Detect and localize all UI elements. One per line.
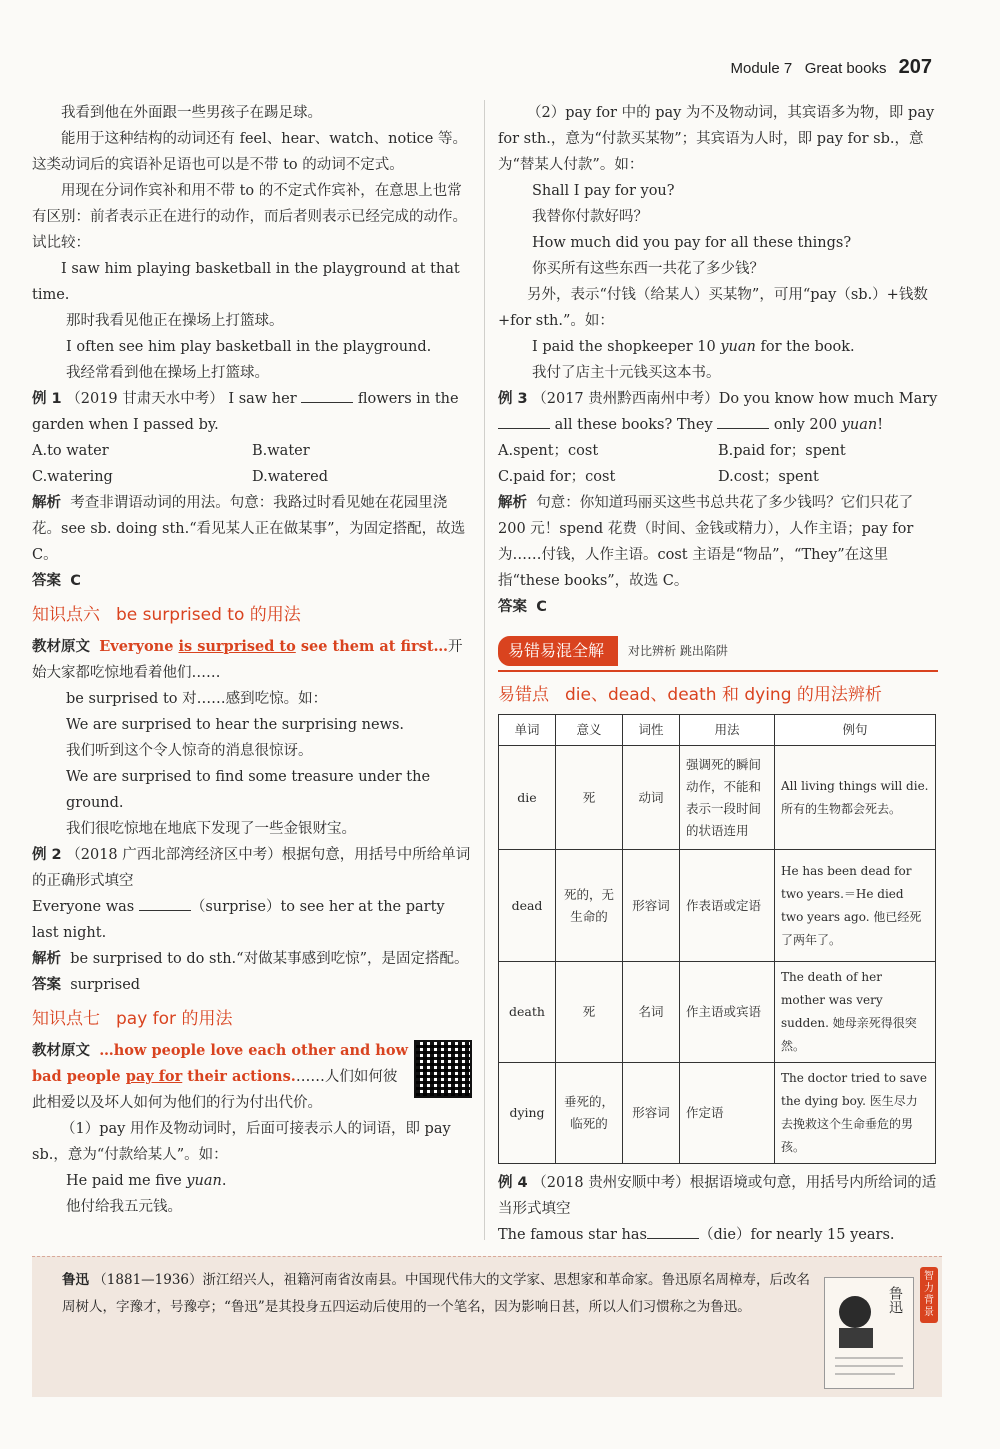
analysis-label: 解析: [32, 495, 61, 511]
page-header: [731, 56, 933, 79]
analysis-label: 解析: [498, 495, 527, 511]
question-stem: flowers in the garden when I passed by.: [32, 391, 459, 433]
textbook-original: [32, 1038, 472, 1116]
question-stem: only 200: [773, 417, 842, 433]
cell-word: dying: [499, 1063, 556, 1164]
orig-label: 教材原文: [32, 639, 90, 655]
note-name: 鲁迅: [62, 1272, 89, 1288]
example-part: yuan: [720, 339, 756, 355]
options: [32, 438, 472, 464]
comparison-table: [498, 714, 936, 1164]
example-en: How much did you pay for all these things?: [532, 235, 852, 251]
cell-example: The death of her mother was very sudden. 她母亲死得很突然。: [775, 962, 936, 1063]
question-1: [32, 386, 472, 438]
question-stem: （die）for nearly 15 years.: [698, 1227, 895, 1243]
example-part: yuan: [186, 1173, 222, 1189]
portrait-caption: 鲁迅: [887, 1286, 903, 1314]
cell-usage: 强调死的瞬间动作，不能和表示一段时间的状语连用: [680, 746, 775, 850]
cell-example: All living things will die. 所有的生物都会死去。: [775, 746, 936, 850]
example-en: [498, 334, 938, 360]
question-stem: The famous star has: [498, 1227, 647, 1243]
example-part: He paid me five: [66, 1173, 187, 1189]
knowledge-point-6: [32, 602, 472, 628]
error-label: 易错点: [498, 685, 549, 705]
cell-pos: 形容词: [623, 850, 680, 962]
orig-text: their actions.: [182, 1068, 296, 1085]
answer: [498, 594, 938, 620]
example-cn: 我们很吃惊地在地底下发现了一些金银财宝。: [66, 821, 356, 837]
answer-value: C: [536, 599, 547, 615]
option-c: C.paid for；cost: [498, 469, 616, 485]
cell-example: The doctor tried to save the dying boy. 医生尽力去挽救这个生命垂危的男孩。: [775, 1063, 936, 1164]
orig-text: Everyone: [99, 638, 179, 655]
question-4: [498, 1170, 938, 1222]
question-2: [32, 842, 472, 894]
question-source: （2019 甘肃天水中考）: [66, 391, 224, 407]
question-stem: !: [877, 417, 884, 433]
banner-subtitle: 对比辨析 跳出陷阱: [628, 644, 728, 658]
cell-meaning: 死的，无生命的: [556, 850, 623, 962]
column-divider: [484, 100, 485, 1240]
answer-blank: [647, 1224, 699, 1239]
right-column: [498, 100, 938, 1248]
example-en: Shall I pay for you?: [532, 183, 675, 199]
error-title: die、dead、death 和 dying 的用法辨析: [565, 685, 882, 705]
orig-translation: 开始大家都吃惊地看着他们……: [32, 639, 463, 681]
orig-highlight: pay for: [125, 1068, 183, 1085]
example-cn: 你买所有这些东西一共花了多少钱？: [532, 261, 764, 277]
cell-pos: 形容词: [623, 1063, 680, 1164]
column-header: 单词: [499, 715, 556, 746]
cell-pos: 名词: [623, 962, 680, 1063]
example-cn: 我们听到这个令人惊奇的消息很惊讶。: [66, 743, 313, 759]
answer-blank: [717, 414, 769, 429]
cell-word: die: [499, 746, 556, 850]
example-cn: 他付给我五元钱。: [66, 1199, 182, 1215]
question-label: 例 2: [32, 847, 62, 863]
note-body: （1881—1936）浙江绍兴人，祖籍河南省汝南县。中国现代伟大的文学家、思想家和革命家。鲁迅原名周樟寿，后改名周树人，字豫才，号豫亭；“鲁迅”是其投身五四运动后使用的一个笔名，因为影响日甚，所以人们习惯称之为鲁迅。: [62, 1272, 811, 1315]
answer-blank: [139, 896, 191, 911]
example-cn: 那时我看见他正在操场上打篮球。: [66, 313, 284, 329]
table-header-row: [499, 715, 936, 746]
column-header: 用法: [680, 715, 775, 746]
column-header: 意义: [556, 715, 623, 746]
book-title: Great books: [804, 60, 887, 77]
left-column: [32, 100, 472, 1220]
question-stem: 根据句意，用括号中所给单词的正确形式填空: [32, 847, 471, 889]
orig-label: 教材原文: [32, 1043, 90, 1059]
option-c: C.watering: [32, 469, 113, 485]
cell-meaning: 垂死的，临死的: [556, 1063, 623, 1164]
options: [498, 464, 938, 490]
note-text: [62, 1267, 822, 1321]
answer-value: C: [70, 573, 81, 589]
paragraph: 用现在分词作宾补和用不带 to 的不定式作宾补，在意思上也常有区别：前者表示正在进行的动作，而后者则表示已经完成的动作。试比较：: [32, 183, 467, 251]
question-label: 例 4: [498, 1175, 528, 1191]
page-number: 207: [898, 56, 932, 78]
question-stem: Do you know how much Mary: [718, 391, 938, 407]
answer-label: 答案: [32, 573, 61, 589]
cell-usage: 作定语: [680, 1063, 775, 1164]
analysis: [32, 946, 472, 972]
example-part: I paid the shopkeeper 10: [532, 339, 721, 355]
table-row: [499, 1063, 936, 1164]
paragraph: be surprised to 对……感到吃惊。如：: [66, 691, 328, 707]
analysis-label: 解析: [32, 951, 61, 967]
option-d: D.cost；spent: [718, 469, 819, 485]
error-point: [498, 682, 938, 708]
option-a: A.spent；cost: [498, 443, 599, 459]
answer-blank: [301, 388, 353, 403]
option-b: B.paid for；spent: [718, 443, 846, 459]
option-b: B.water: [252, 443, 310, 459]
analysis: [32, 490, 472, 568]
textbook-original: [32, 634, 472, 686]
example-cn: 我经常看到他在操场上打篮球。: [66, 365, 269, 381]
example-en: I often see him play basketball in the playground.: [66, 339, 432, 355]
cell-example: He has been dead for two years.＝He died two years ago. 他已经死了两年了。: [775, 850, 936, 962]
question-source: （2018 广西北部湾经济区中考）: [66, 847, 282, 863]
module-label: Module 7: [730, 60, 793, 77]
question-stem: I saw her: [228, 391, 297, 407]
answer-label: 答案: [498, 599, 527, 615]
options: [32, 464, 472, 490]
cell-pos: 动词: [623, 746, 680, 850]
kp-title: be surprised to 的用法: [116, 605, 301, 625]
question-source: （2018 贵州安顺中考）: [532, 1175, 690, 1191]
table-row: [499, 962, 936, 1063]
banner-title: 易错易混全解: [498, 636, 618, 666]
answer-blank: [498, 414, 550, 429]
example-part: for the book.: [755, 339, 855, 355]
table-row: [499, 746, 936, 850]
portrait-image: [824, 1277, 914, 1389]
banner-underline: [498, 670, 938, 672]
table-row: [499, 850, 936, 962]
example-cn: 我替你付款好吗？: [532, 209, 648, 225]
question-line: [32, 894, 472, 946]
background-tag: 智力背景: [920, 1267, 938, 1323]
orig-translation: ……人们如何彼此相爱以及坏人如何为他们的行为付出代价。: [32, 1069, 398, 1111]
question-stem: 根据语境或句意，用括号内所给词的适当形式填空: [498, 1175, 937, 1217]
question-stem: yuan: [841, 417, 878, 433]
options: [498, 438, 938, 464]
option-a: A.to water: [32, 443, 109, 459]
orig-text: …how people love each other and how bad people: [32, 1042, 408, 1085]
qr-code-icon[interactable]: [414, 1040, 472, 1098]
kp-title: pay for 的用法: [116, 1009, 233, 1029]
orig-text: see them at first…: [295, 638, 449, 655]
cell-usage: 作主语或宾语: [680, 962, 775, 1063]
question-source: （2017 贵州黔西南州中考）: [532, 391, 719, 407]
question-3: [498, 386, 938, 438]
example-en: We are surprised to hear the surprising news.: [66, 717, 405, 733]
cell-word: death: [499, 962, 556, 1063]
cell-usage: 作表语或定语: [680, 850, 775, 962]
cell-meaning: 死: [556, 962, 623, 1063]
analysis: [498, 490, 938, 594]
question-label: 例 3: [498, 391, 528, 407]
answer-label: 答案: [32, 977, 61, 993]
answer-value: surprised: [70, 977, 141, 993]
example-en: We are surprised to find some treasure under the ground.: [66, 769, 431, 811]
question-line: [498, 1222, 938, 1248]
analysis-text: be surprised to do sth.“对做某事感到吃惊”，是固定搭配。: [70, 951, 469, 967]
kp-number: 知识点六: [32, 605, 100, 625]
section-banner: [498, 636, 938, 666]
paragraph: 我看到他在外面跟一些男孩子在踢足球。: [61, 105, 322, 121]
answer: [32, 972, 472, 998]
kp-number: 知识点七: [32, 1009, 100, 1029]
orig-highlight: is surprised to: [178, 638, 296, 655]
example-en: [32, 1168, 472, 1194]
column-header: 词性: [623, 715, 680, 746]
analysis-text: 句意：你知道玛丽买这些书总共花了多少钱吗？它们只花了 200 元！spend 花费（时间、金钱或精力），人作主语；pay for 为……付钱，人作主语。cost 主语是“物品”，“They”在这里指“these books”，故选 C。: [498, 495, 914, 589]
knowledge-point-7: [32, 1006, 472, 1032]
option-d: D.watered: [252, 469, 328, 485]
example-en: I saw him playing basketball in the playground at that time.: [32, 261, 460, 303]
cell-word: dead: [499, 850, 556, 962]
paragraph: （2）pay for 中的 pay 为不及物动词，其宾语多为物，即 pay for sth.，意为“付款买某物”；其宾语为人时，即 pay for sb.，意为“替某人付款”。如：: [498, 105, 935, 173]
question-label: 例 1: [32, 391, 62, 407]
paragraph: （1）pay 用作及物动词时，后面可接表示人的词语，即 pay sb.，意为“付款给某人”。如：: [32, 1121, 451, 1163]
cell-meaning: 死: [556, 746, 623, 850]
answer: [32, 568, 472, 594]
question-stem: Everyone was: [32, 899, 135, 915]
example-cn: 我付了店主十元钱买这本书。: [532, 365, 721, 381]
column-header: 例句: [775, 715, 936, 746]
paragraph: 另外，表示“付钱（给某人）买某物”，可用“pay（sb.）+钱数+for sth.”。如：: [498, 287, 928, 329]
analysis-text: 考查非谓语动词的用法。句意：我路过时看见她在花园里浇花。see sb. doing sth.“看见某人正在做某事”，为固定搭配，故选 C。: [32, 495, 466, 563]
paragraph: 能用于这种结构的动词还有 feel、hear、watch、notice 等。这类动词后的宾语补足语也可以是不带 to 的动词不定式。: [32, 131, 467, 173]
background-note: [32, 1256, 942, 1397]
question-stem: all these books? They: [554, 417, 713, 433]
example-part: .: [221, 1173, 227, 1189]
question-stem: （surprise）to see her at the party last night.: [32, 899, 445, 941]
